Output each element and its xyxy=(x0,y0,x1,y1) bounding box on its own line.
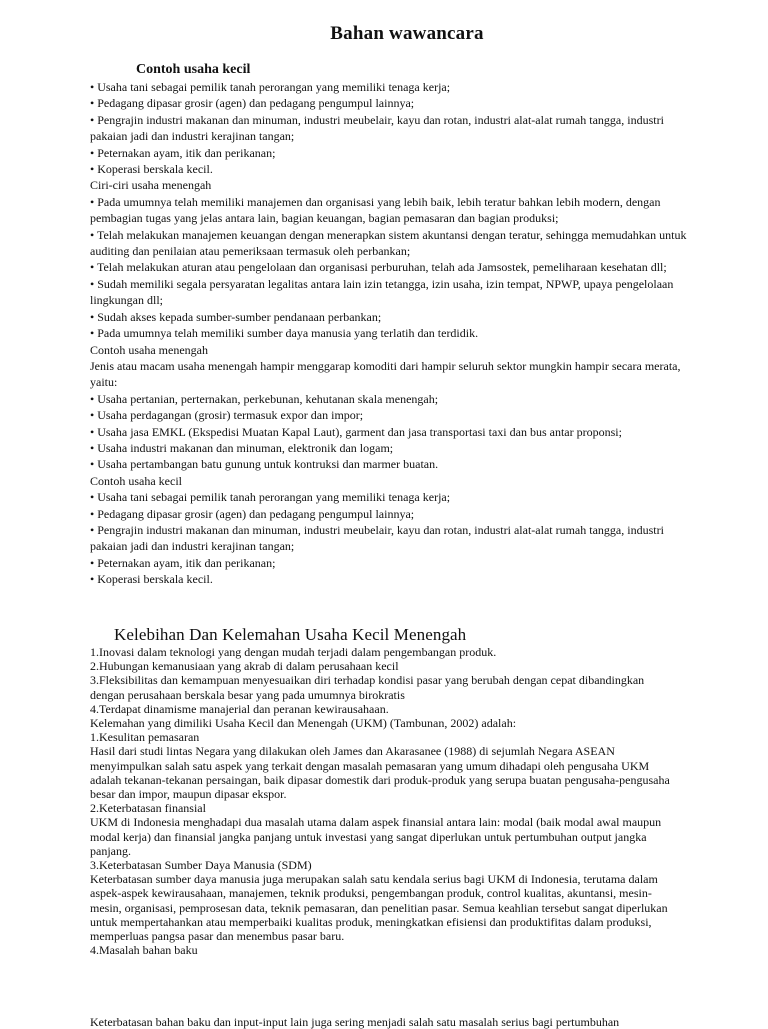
paragraph: • Usaha jasa EMKL (Ekspedisi Muatan Kapal Laut), garment dan jasa transportasi taxi dan bus antar proponsi; xyxy=(90,424,622,439)
paragraph: • Usaha industri makanan dan minuman, elektronik dan logam; xyxy=(90,440,394,455)
paragraph: • Telah melakukan manajemen keuangan dengan menerapkan sistem akuntansi dengan teratur, sehingga memudahkan untuk auditing dan penilaian atau pemeriksaan termasuk oleh perbankan; xyxy=(90,227,687,259)
continued-paragraph: Keterbatasan bahan baku dan input-input lain juga sering menjadi salah satu masalah serius bagi pertumbuhan xyxy=(90,1015,620,1029)
paragraph: Contoh usaha kecil xyxy=(90,473,182,488)
paragraph: Hasil dari studi lintas Negara yang dilakukan oleh James dan Akarasanee (1988) di sejumlah Negara ASEAN menyimpulkan salah satu aspek yang terkait dengan masalah pemasaran yang umum dihadapi oleh pengusaha UKM adalah tekanan-tekanan persaingan, baik dipasar domestik dari produk-produk yang serupa buatan pengusaha-pengusaha besar dan impor, maupun dipasar ekspor. xyxy=(90,744,670,802)
paragraph: 3.Keterbatasan Sumber Daya Manusia (SDM) xyxy=(90,858,312,873)
paragraph: 3.Fleksibilitas dan kemampuan menyesuaikan diri terhadap kondisi pasar yang berubah dengan cepat dibandingkan dengan perusahaan berskala besar yang pada umumnya birokratis xyxy=(90,673,645,702)
paragraph: • Usaha perdagangan (grosir) termasuk expor dan impor; xyxy=(90,408,364,423)
paragraph: UKM di Indonesia menghadapi dua masalah utama dalam aspek finansial antara lain: modal (baik modal awal maupun modal kerja) dan finansial jangka panjang untuk investasi yang sangat diperlukan untuk pertumbuhan output jangka panjang. xyxy=(90,815,662,858)
paragraph: • Pedagang dipasar grosir (agen) dan pedagang pengumpul lainnya; xyxy=(90,96,415,111)
section-heading: Kelebihan Dan Kelemahan Usaha Kecil Menengah xyxy=(114,625,467,644)
subtitle-small-business: Contoh usaha kecil xyxy=(136,62,251,77)
paragraph: Ciri-ciri usaha menengah xyxy=(90,178,212,193)
paragraph: Kelemahan yang dimiliki Usaha Kecil dan Menengah (UKM) (Tambunan, 2002) adalah: xyxy=(90,716,517,731)
paragraph: Jenis atau macam usaha menengah hampir menggarap komoditi dari hampir seluruh sektor mungkin hampir secara merata, yaitu: xyxy=(90,358,681,390)
paragraph: 2.Keterbatasan finansial xyxy=(90,801,206,816)
paragraph: Keterbatasan sumber daya manusia juga merupakan salah satu kendala serius bagi UKM di Indonesia, terutama dalam aspek-aspek kewirausahaan, manajemen, teknik produksi, pengembangan produk, control kualitas, akuntansi, mesin-mesin, organisasi, pemprosesan data, teknik pemasaran, dan penelitian pasar. Semua keahlian tersebut sangat diperlukan untuk mempertahankan atau memperbaiki kualitas produk, meningkatkan efisiensi dan produktifitas dalam produksi, memperluas pangsa pasar dan menembus pasar baru. xyxy=(90,872,668,944)
paragraph: 4.Terdapat dinamisme manajerial dan peranan kewirausahaan. xyxy=(90,701,389,716)
paragraph: 4.Masalah bahan baku xyxy=(90,943,198,958)
paragraph: • Pada umumnya telah memiliki manajemen dan organisasi yang lebih baik, lebih teratur bahkan lebih modern, dengan pembagian tugas yang jelas antara lain, bagian keuangan, bagian pemasaran dan bagian produksi; xyxy=(90,194,661,226)
paragraph: • Usaha pertanian, perternakan, perkebunan, kehutanan skala menengah; xyxy=(90,391,439,406)
paragraph: Contoh usaha menengah xyxy=(90,342,208,357)
paragraph: • Telah melakukan aturan atau pengelolaan dan organisasi perburuhan, telah ada Jamsostek, pemeliharaan kesehatan dll; xyxy=(90,260,667,275)
paragraph: • Sudah akses kepada sumber-sumber pendanaan perbankan; xyxy=(90,309,382,324)
paragraph: • Usaha tani sebagai pemilik tanah perorangan yang memiliki tenaga kerja; xyxy=(90,490,451,505)
paragraph: • Peternakan ayam, itik dan perikanan; xyxy=(90,555,276,570)
paragraph: • Usaha pertambangan batu gunung untuk kontruksi dan marmer buatan. xyxy=(90,457,439,472)
paragraph: 1.Kesulitan pemasaran xyxy=(90,730,200,745)
section-business-examples xyxy=(90,79,690,588)
paragraph: • Sudah memiliki segala persyaratan legalitas antara lain izin tetangga, izin usaha, izin tempat, NPWP, upaya pengelolaan lingkungan dll; xyxy=(90,276,674,308)
paragraph: 1.Inovasi dalam teknologi yang dengan mudah terjadi dalam pengembangan produk. xyxy=(90,645,497,659)
section-advantages-weaknesses xyxy=(90,645,680,957)
paragraph: • Pedagang dipasar grosir (agen) dan pedagang pengumpul lainnya; xyxy=(90,506,415,521)
paragraph: • Pengrajin industri makanan dan minuman, industri meubelair, kayu dan rotan, industri alat-alat rumah tangga, industri pakaian jadi dan industri kerajinan tangan; xyxy=(90,112,664,144)
paragraph: • Pada umumnya telah memiliki sumber daya manusia yang terlatih dan terdidik. xyxy=(90,326,479,341)
paragraph: • Pengrajin industri makanan dan minuman, industri meubelair, kayu dan rotan, industri alat-alat rumah tangga, industri pakaian jadi dan industri kerajinan tangan; xyxy=(90,522,664,554)
paragraph: • Koperasi berskala kecil. xyxy=(90,162,213,177)
paragraph: • Peternakan ayam, itik dan perikanan; xyxy=(90,145,276,160)
paragraph: • Koperasi berskala kecil. xyxy=(90,572,213,587)
document-title: Bahan wawancara xyxy=(330,23,484,44)
paragraph: 2.Hubungan kemanusiaan yang akrab di dalam perusahaan kecil xyxy=(90,659,399,674)
paragraph: • Usaha tani sebagai pemilik tanah perorangan yang memiliki tenaga kerja; xyxy=(90,80,451,94)
